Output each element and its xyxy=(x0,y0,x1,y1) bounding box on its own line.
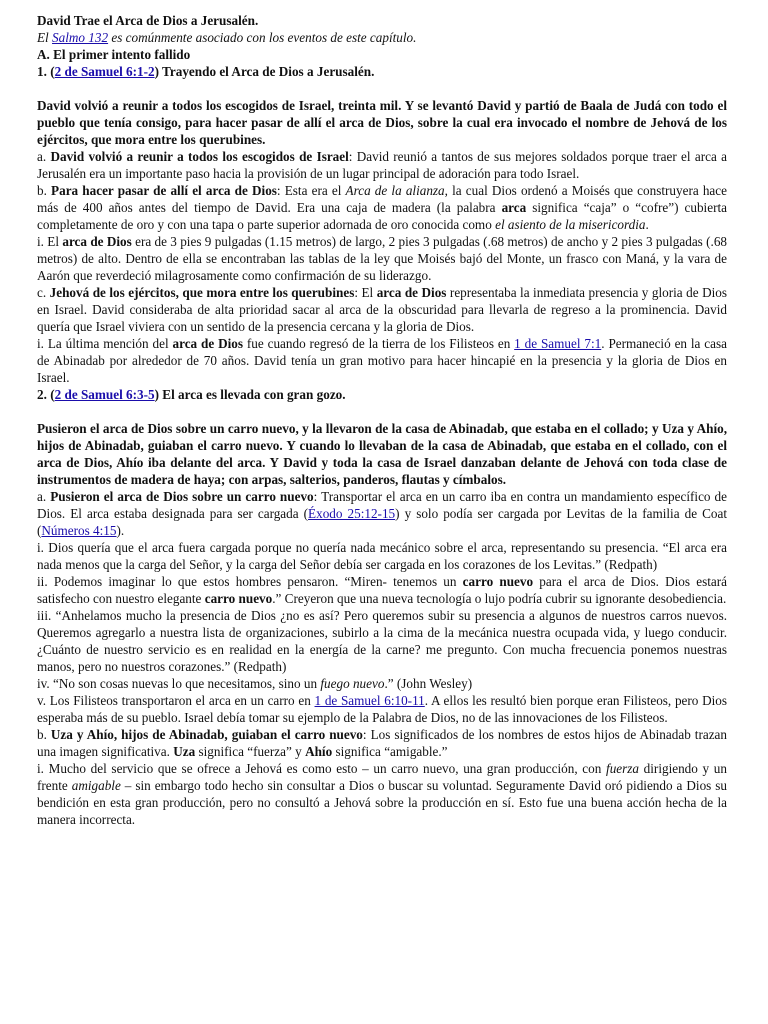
ref-link-1sam-7-1[interactable]: 1 de Samuel 7:1 xyxy=(514,336,602,351)
heading-1-num: 1. ( xyxy=(37,64,55,79)
intro-line xyxy=(37,29,727,46)
phrase-bold: Pusieron el arca de Dios sobre un carro nuevo xyxy=(50,489,314,504)
label: a. xyxy=(37,149,51,164)
phrase-bold: Uza xyxy=(173,744,196,759)
body-text: significa “amigable.” xyxy=(332,744,448,759)
phrase-bold: carro nuevo xyxy=(204,591,273,606)
intro-pre: El xyxy=(37,30,53,45)
body-text: : David reunió a tantos de sus mejores soldados porque traer el arca a Jerusalén era un importante paso hacia la provisión de un lugar principal de adoración para todo Israel. xyxy=(37,149,727,181)
heading-2-text: ) El arca es llevada con gran gozo. xyxy=(154,387,346,402)
paragraph-b xyxy=(37,182,727,233)
body-text: iv. “No son cosas nuevas lo que necesitamos, sino un xyxy=(37,676,321,691)
phrase-italic: amigable xyxy=(71,778,121,793)
phrase-italic: el asiento de la misericordia xyxy=(495,217,646,232)
body-text: ) y solo podía ser cargada por Levitas de la familia de Coat ( xyxy=(37,506,727,538)
paragraph-2a-iii: iii. “Anhelamos mucho la presencia de Dios ¿no es así? Pero queremos subir su presencia a algunos de nuestros carros nuevos. Queremos agregarlo a nuestra lista de organizaciones, subirlo a la cima de la mecánica nuestra ocupada vida, y luego conducir. ¿Cuánto de nuestro servicio es en realidad en la energía de la carne? me pregunto. Con mucha frecuencia ponemos nuestras manos, pero no nuestros corazones.” (Redpath) xyxy=(37,608,727,674)
body-text: , la cual Dios ordenó a Moisés que construyera hace más de 400 años antes del tiempo de David. Era una caja de madera (la palabra xyxy=(37,183,727,215)
body-text: significa “fuerza” y xyxy=(195,744,306,759)
body-text: i. Mucho del servicio que se ofrece a Jehová es como esto – un carro nuevo, una gran producción, con xyxy=(37,761,607,776)
spacer xyxy=(37,403,727,420)
body-text: i. La última mención del xyxy=(37,336,173,351)
paragraph-2a-ii xyxy=(37,573,727,607)
label: b. xyxy=(37,183,52,198)
verse-block-1: David volvió a reunir a todos los escogidos de Israel, treinta mil. Y se levantó David y partió de Baala de Judá con todo el pueblo que tenía consigo, para hacer pasar de allí el arca de Dios, sobre la cual era invocado el nombre de Jehová de los ejércitos, que mora entre los querubines. xyxy=(37,98,727,147)
verse-block-2: Pusieron el arca de Dios sobre un carro nuevo, y la llevaron de la casa de Abinadab, que estaba en el collado; y Uza y Ahío, hijos de Abinadab, guiaban el carro nuevo. Y cuando lo llevaban de la casa de Abinadab, que estaba en el collado, con el arca de Dios, Ahío iba delante del arca. Y David y toda la casa de Israel danzaban delante de Jehová con toda clase de instrumentos de madera de haya; con arpas, salterios, panderos, flautas y címbalos. xyxy=(37,421,727,487)
body-text: .” (John Wesley) xyxy=(384,676,473,691)
body-text: dirigiendo y un frente xyxy=(37,761,727,793)
heading-2-num: 2. ( xyxy=(37,387,55,402)
body-text: para el arca de Dios. Dios estará satisfecho con nuestro elegante xyxy=(37,574,727,606)
body-text: .” Creyeron que una nueva tecnología o lujo podría cubrir su ignorante desobediencia. xyxy=(272,591,727,606)
phrase-bold: arca de Dios xyxy=(62,234,132,249)
phrase-bold: David volvió a reunir a todos los escogidos de Israel xyxy=(50,149,349,164)
body-text: v. Los Filisteos transportaron el arca en un carro en xyxy=(37,693,315,708)
body-text: i. El xyxy=(37,234,63,249)
paragraph-c-i xyxy=(37,335,727,386)
phrase-bold: Jehová de los ejércitos, que mora entre los querubines xyxy=(49,285,355,300)
label: a. xyxy=(37,489,51,504)
body-text: : Transportar el arca en un carro iba en contra un mandamiento específico de Dios. El arca estaba designada para ser cargada ( xyxy=(37,489,727,521)
paragraph-a xyxy=(37,148,727,182)
paragraph-2b xyxy=(37,726,727,760)
paragraph-2a-iv xyxy=(37,675,727,692)
page-title: David Trae el Arca de Dios a Jerusalén. xyxy=(37,13,259,28)
body-text: representaba la inmediata presencia y gloria de Dios en Israel. David consideraba de alta prioridad sacar al arca de la obscuridad para llevarla de regreso a la prominencia. David quería que Israel viviera con un sentido de la presencia cercana y la gloria de Dios. xyxy=(37,285,727,334)
ref-link-exodo-25-12-15[interactable]: Éxodo 25:12-15 xyxy=(308,506,396,521)
phrase-bold: Ahío xyxy=(305,744,333,759)
body-text: . xyxy=(645,217,649,232)
heading-2 xyxy=(37,386,727,403)
paragraph-b-i xyxy=(37,233,727,284)
phrase-italic: Arca de la alianza xyxy=(345,183,445,198)
heading-1-text: ) Trayendo el Arca de Dios a Jerusalén. xyxy=(154,64,375,79)
section-a-heading: A. El primer intento fallido xyxy=(37,47,191,62)
label: c. xyxy=(37,285,50,300)
body-text: : Esta era el xyxy=(276,183,346,198)
phrase-bold: Uza y Ahío, hijos de Abinadab, guiaban el carro nuevo xyxy=(50,727,363,742)
body-text: : El xyxy=(354,285,377,300)
phrase-bold: arca de Dios xyxy=(376,285,447,300)
ref-link-2sam-6-3-5[interactable]: 2 de Samuel 6:3-5 xyxy=(54,387,155,402)
paragraph-c xyxy=(37,284,727,335)
phrase-bold: arca xyxy=(501,200,527,215)
body-text: . A ellos les resultó bien porque eran Filisteos, pero Dios esperaba más de su pueblo. Israel debía tomar su ejemplo de la Palabra de Dios, no de las innovaciones de los Filisteos. xyxy=(37,693,727,725)
paragraph-2b-i xyxy=(37,760,727,828)
paragraph-2a-i: i. Dios quería que el arca fuera cargada porque no quería nada mecánico sobre el arca, representando su presencia. “El arca era nada menos que la carga del Señor, y la carga del Señor debía ser cargada en los corazones de los Levitas.” (Redpath) xyxy=(37,540,727,572)
salmo-132-link[interactable]: Salmo 132 xyxy=(52,30,109,45)
ref-link-2sam-6-1-2[interactable]: 2 de Samuel 6:1-2 xyxy=(54,64,155,79)
body-text: fue cuando regresó de la tierra de los Filisteos en xyxy=(243,336,515,351)
intro-post: es comúnmente asociado con los eventos de este capítulo. xyxy=(108,30,417,45)
paragraph-2a-v xyxy=(37,692,727,726)
ref-link-numeros-4-15[interactable]: Números 4:15 xyxy=(41,523,117,538)
body-text: significa “caja” o “cofre”) cubierta completamente de oro y con una tapa o parte superior adornada de oro conocida como xyxy=(37,200,727,232)
body-text: era de 3 pies 9 pulgadas (1.15 metros) de largo, 2 pies 3 pulgadas (.68 metros) de ancho y 2 pies 3 pulgadas (.68 metros) de alto. Dentro de ella se encontraban las tablas de la ley que Moisés bajó del Monte, un frasco con Maná, y la vara de Aarón que reverdeció milagrosamente como confirmación de su liderazgo. xyxy=(37,234,728,283)
heading-1 xyxy=(37,63,727,80)
phrase-italic: fuego nuevo xyxy=(320,676,385,691)
spacer xyxy=(37,80,727,97)
body-text: ii. Podemos imaginar lo que estos hombres pensaron. “Miren- tenemos un xyxy=(37,574,463,589)
body-text: ). xyxy=(116,523,125,538)
body-text: . Permaneció en la casa de Abinadab por alrededor de 70 años. David tenía un gran motivo para hacer hincapié en la presencia y la gloria de Dios en Israel. xyxy=(37,336,727,385)
ref-link-1sam-6-10-11[interactable]: 1 de Samuel 6:10-11 xyxy=(314,693,425,708)
body-text: – sin embargo todo hecho sin consultar a Dios o buscar su voluntad. Seguramente David oró pidiendo a Dios su bendición en esta gran producción, pero no consultó a Jehová sobre la producción en sí. Esto fue una buena acción hecha de la manera incorrecta. xyxy=(37,778,727,827)
phrase-bold: carro nuevo xyxy=(462,574,534,589)
phrase-bold: arca de Dios xyxy=(172,336,243,351)
document-page xyxy=(37,12,727,828)
phrase-italic: fuerza xyxy=(606,761,639,776)
paragraph-2a xyxy=(37,488,727,539)
phrase-bold: Para hacer pasar de allí el arca de Dios xyxy=(51,183,277,198)
label: b. xyxy=(37,727,51,742)
body-text: : Los significados de los nombres de estos hijos de Abinadab trazan una imagen significativa. xyxy=(37,727,727,759)
